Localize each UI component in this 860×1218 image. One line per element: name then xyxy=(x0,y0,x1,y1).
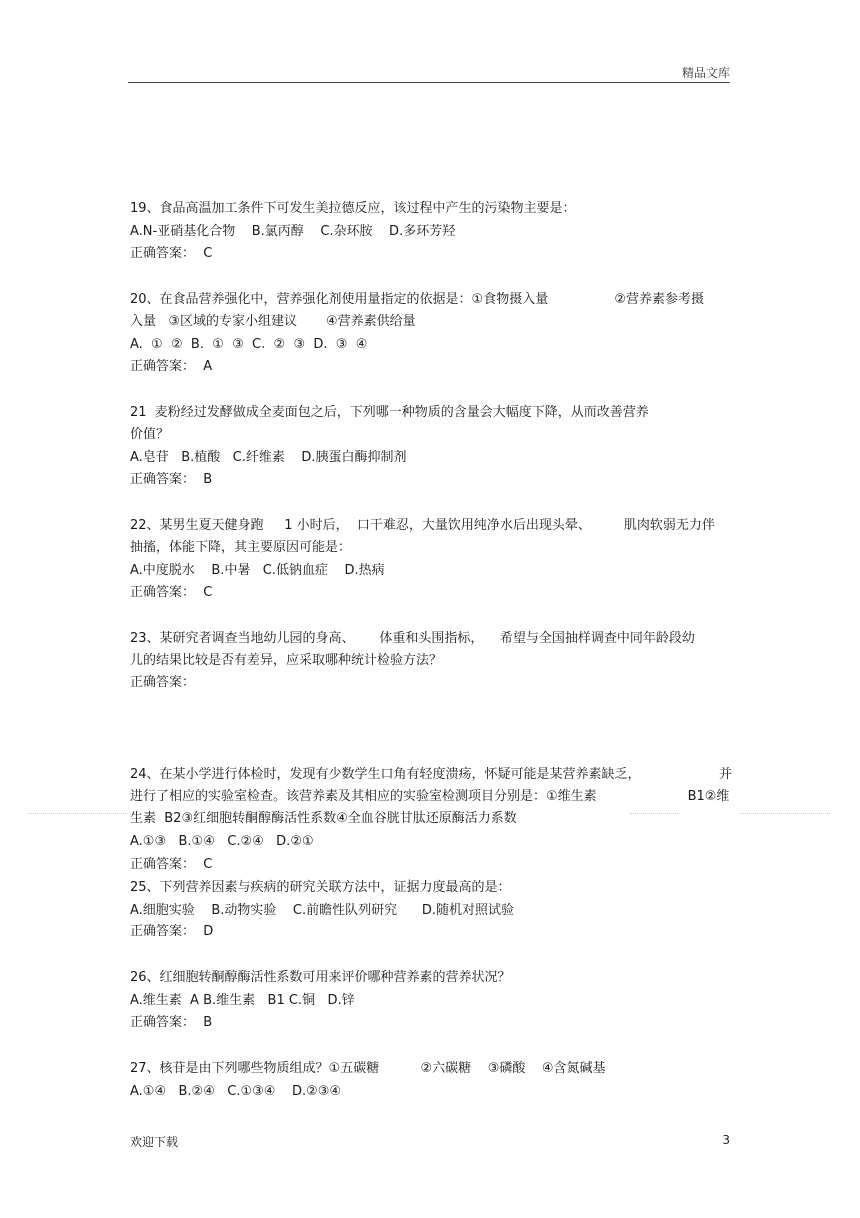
question-24-answer: 正确答案： C xyxy=(130,857,213,872)
question-22-text-cont: 抽搐，体能下降，其主要原因可能是： xyxy=(130,540,352,555)
question-19-text: 19、食品高温加工条件下可发生美拉德反应，该过程中产生的污染物主要是： xyxy=(130,201,576,216)
question-20-answer: 正确答案： A xyxy=(130,359,213,374)
page-number: 3 xyxy=(722,1133,730,1147)
question-22-text: 22、某男生夏天健身跑 1 小时后， 口干难忍，大量饮用纯净水后出现头晕、 肌肉软弱无力伴 xyxy=(130,518,715,533)
question-23-answer: 正确答案： xyxy=(130,675,196,690)
question-22-answer: 正确答案： C xyxy=(130,585,213,600)
question-26-options: A.维生素 A B.维生素 B1 C.铜 D.锌 xyxy=(130,993,355,1008)
question-21-options: A.皂苷 B.植酸 C.纤维素 D.胰蛋白酶抑制剂 xyxy=(130,450,407,465)
question-26-text: 26、红细胞转酮醇酶活性系数可用来评价哪种营养素的营养状况？ xyxy=(130,970,511,985)
dotted-separator-middle xyxy=(630,813,680,814)
question-25-answer: 正确答案： D xyxy=(130,924,214,939)
question-24-text: 24、在某小学进行体检时，发现有少数学生口角有轻度溃疡，怀疑可能是某营养素缺乏， 并 xyxy=(130,767,733,782)
question-23-text-cont: 儿的结果比较是否有差异，应采取哪种统计检验方法？ xyxy=(130,653,443,668)
question-20-text: 20、在食品营养强化中，营养强化剂使用量指定的依据是：①食物摄入量 ②营养素参考摄 xyxy=(130,292,704,307)
question-21-answer: 正确答案： B xyxy=(130,472,213,487)
question-20-options: A. ① ② B. ① ③ C. ② ③ D. ③ ④ xyxy=(130,337,368,352)
header-divider xyxy=(128,82,730,83)
question-23-text: 23、某研究者调查当地幼儿园的身高、 体重和头围指标， 希望与全国抽样调查中同年龄段幼 xyxy=(130,631,695,646)
question-26-answer: 正确答案： B xyxy=(130,1015,213,1030)
dotted-separator-right xyxy=(740,813,830,814)
question-24-text-cont: 进行了相应的实验室检查。该营养素及其相应的实验室检测项目分别是：①维生素 B1②维 xyxy=(130,789,730,804)
question-21-text-cont: 价值？ xyxy=(130,427,170,442)
question-21-text: 21 麦粉经过发酵做成全麦面包之后，下列哪一种物质的含量会大幅度下降，从而改善营养 xyxy=(130,405,649,420)
header-label: 精品文库 xyxy=(681,66,730,80)
question-19-answer: 正确答案： C xyxy=(130,246,213,261)
question-24-options: A.①③ B.①④ C.②④ D.②① xyxy=(130,834,314,849)
question-20-text-cont: 入量 ③区域的专家小组建议 ④营养素供给量 xyxy=(130,314,416,329)
question-24-text-cont2: 生素 B2③红细胞转酮醇酶活性系数④全血谷胱甘肽还原酶活力系数 xyxy=(130,811,517,826)
question-25-options: A.细胞实验 B.动物实验 C.前瞻性队列研究 D.随机对照试验 xyxy=(130,903,515,918)
question-27-text: 27、核苷是由下列哪些物质组成？①五碳糖 ②六碳糖 ③磷酸 ④含氮碱基 xyxy=(130,1061,606,1076)
question-25-text: 25、下列营养因素与疾病的研究关联方法中，证据力度最高的是： xyxy=(130,880,511,895)
dotted-separator-left xyxy=(28,813,128,814)
question-27-options: A.①④ B.②④ C.①③④ D.②③④ xyxy=(130,1084,342,1099)
footer-label: 欢迎下载 xyxy=(130,1135,179,1149)
question-19-options: A.N-亚硝基化合物 B.氯丙醇 C.杂环胺 D.多环芳羟 xyxy=(130,224,456,239)
question-22-options: A.中度脱水 B.中暑 C.低钠血症 D.热病 xyxy=(130,563,385,578)
